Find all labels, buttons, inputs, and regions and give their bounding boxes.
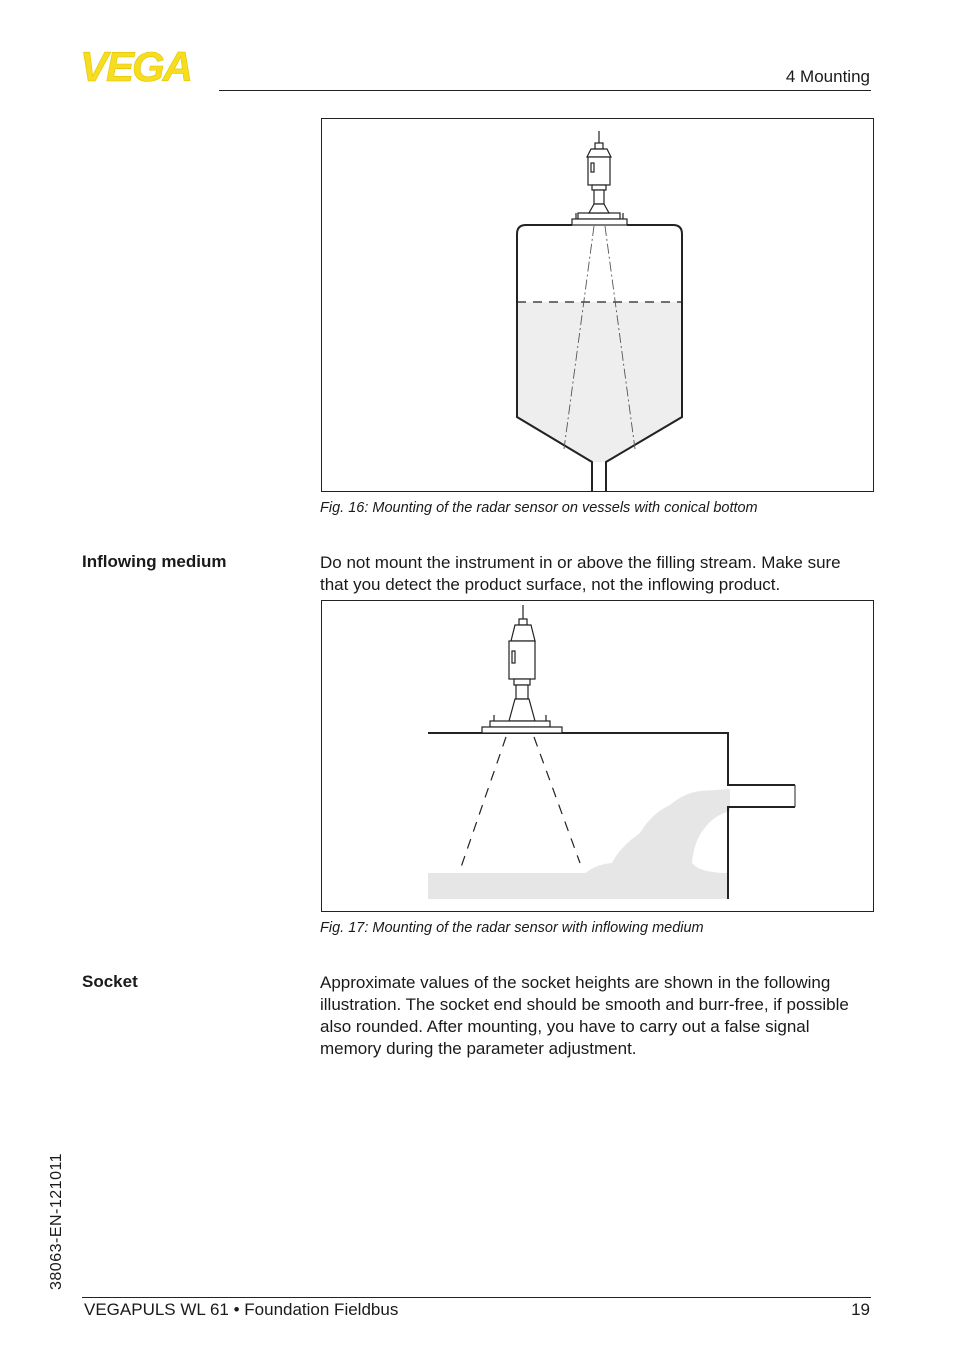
vega-logo [80,50,212,84]
section-text-inflowing-medium: Do not mount the instrument in or above the filling stream. Make sure that you detect the product surface, not the inflowing product. [320,553,841,594]
section-heading-socket: Socket [82,972,138,991]
figure-17-caption: Fig. 17: Mounting of the radar sensor with inflowing medium [320,920,704,936]
page-number: 19 [851,1300,870,1319]
figure-conical-vessel [321,118,874,492]
footer-title: VEGAPULS WL 61 • Foundation Fieldbus [84,1300,399,1319]
section-text-socket: Approximate values of the socket heights are shown in the following illustration. The socket end should be smooth and burr-free, if possible also rounded. After mounting, you have to carry out a false signal memory during the parameter adjustment. [320,973,849,1058]
figure-16-caption: Fig. 16: Mounting of the radar sensor on vessels with conical bottom [320,500,758,516]
document-number: 38063-EN-121011 [48,1152,65,1290]
chapter-title: 4 Mounting [785,67,870,86]
footer-divider [82,1297,871,1298]
figure-inflowing-medium [321,600,874,912]
header-divider [219,90,871,91]
section-heading-inflowing-medium: Inflowing medium [82,552,227,571]
svg-text:VEGA: VEGA [80,50,192,84]
